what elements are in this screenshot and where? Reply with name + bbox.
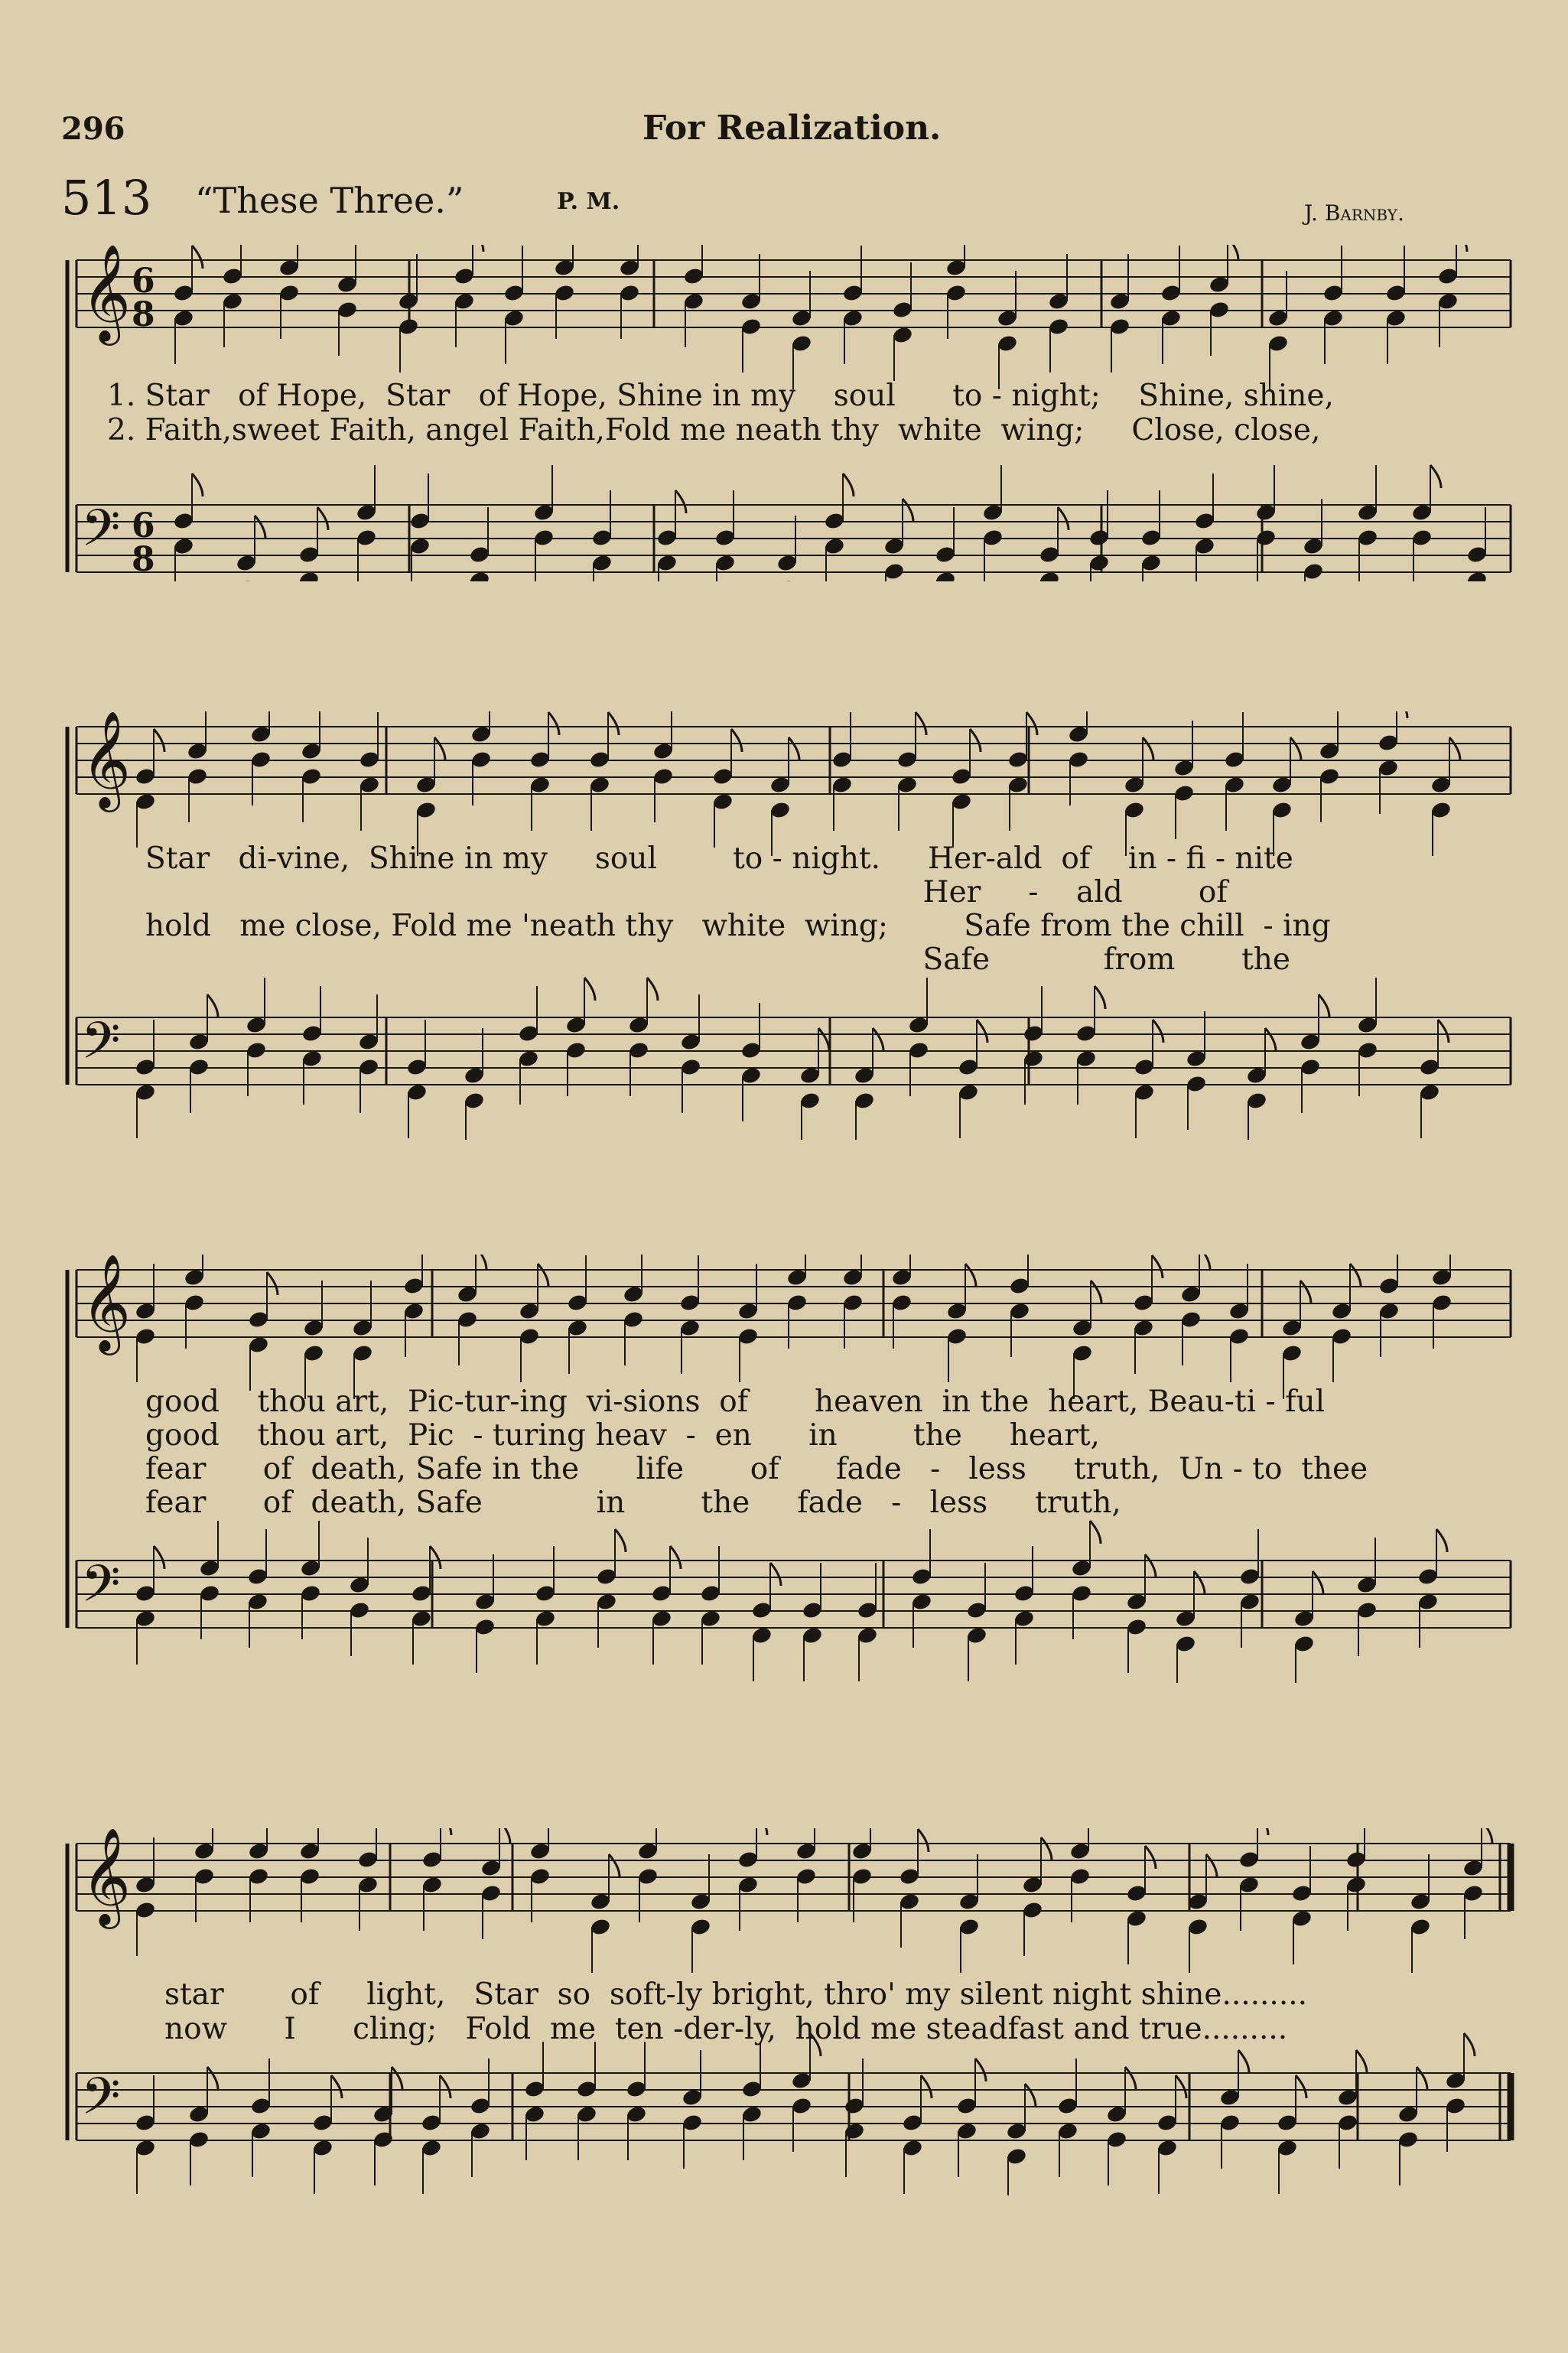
- lyric-line-2: good thou art, Pic - turing heav - en in the heart,: [145, 1418, 1100, 1453]
- hymn-number: 513: [61, 170, 152, 226]
- music-system-2: [0, 711, 1568, 1140]
- lyric-verse-1: 1. Star of Hope, Star of Hope, Shine in my soul to - night; Shine, shine,: [107, 379, 1334, 413]
- lyric-line-1: Star di-vine, Shine in my soul to - night. Her-ald of in - fi - nite: [145, 841, 1293, 876]
- music-system-1: [0, 245, 1568, 581]
- svg-text:8: 8: [132, 540, 155, 579]
- svg-text:𝄞: 𝄞: [81, 711, 132, 808]
- lyric-line-2: Her - ald of: [145, 875, 1228, 910]
- svg-text:6: 6: [132, 506, 155, 545]
- svg-text:𝄢: 𝄢: [81, 2067, 121, 2138]
- svg-text:8: 8: [132, 295, 155, 334]
- music-system-3: [0, 1255, 1568, 1683]
- svg-text:𝄞: 𝄞: [81, 1828, 132, 1925]
- running-title: For Realization.: [642, 109, 942, 148]
- svg-text:6: 6: [132, 262, 155, 301]
- lyric-line-3: fear of death, Safe in the life of fade - less truth, Un - to thee: [145, 1452, 1368, 1486]
- lyric-line-3: hold me close, Fold me 'neath thy white wing; Safe from the chill - ing: [145, 909, 1331, 943]
- page-number: 296: [61, 111, 125, 147]
- lyric-line-1: good thou art, Pic-tur-ing vi-sions of heaven in the heart, Beau-ti - ful: [145, 1385, 1326, 1419]
- meter-marking: P. M.: [557, 188, 620, 215]
- music-system-4: [0, 1828, 1568, 2195]
- lyric-verse-2: now I cling; Fold me ten -der-ly, hold me steadfast and true.........: [164, 2012, 1288, 2046]
- lyric-line-4: fear of death, Safe in the fade - less truth,: [145, 1486, 1121, 1520]
- svg-text:𝄢: 𝄢: [81, 1554, 121, 1626]
- svg-text:𝄢: 𝄢: [81, 1011, 121, 1082]
- hymn-title: “These Three.”: [195, 180, 464, 221]
- composer: J. Barnby.: [1304, 200, 1404, 226]
- svg-text:𝄞: 𝄞: [81, 1255, 132, 1351]
- lyric-line-4: Safe from the: [145, 942, 1290, 977]
- svg-text:𝄞: 𝄞: [81, 245, 132, 341]
- svg-text:𝄢: 𝄢: [81, 499, 121, 570]
- lyric-verse-1: star of light, Star so soft-ly bright, thro' my silent night shine.........: [164, 1977, 1308, 2012]
- lyric-verse-2: 2. Faith,sweet Faith, angel Faith,Fold me neath thy white wing; Close, close,: [107, 413, 1321, 447]
